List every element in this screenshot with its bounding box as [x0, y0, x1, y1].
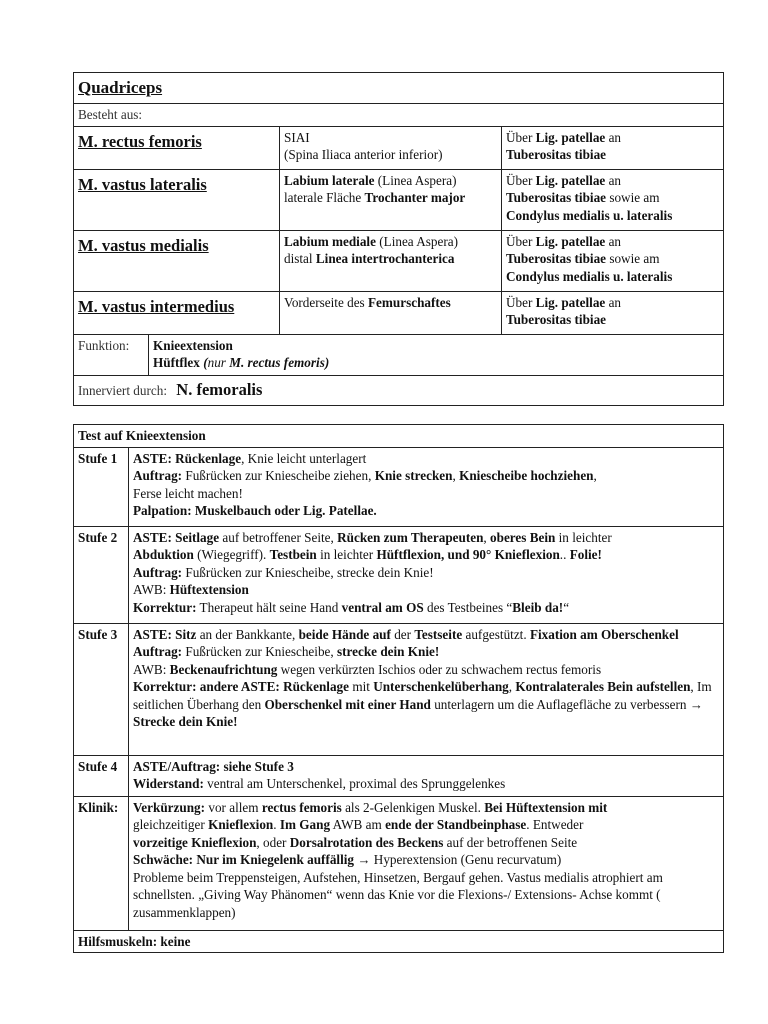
text-run: Korrektur: — [133, 599, 197, 615]
text-run: Knieflexion — [208, 817, 274, 832]
text-run: Condylus medialis u. lateralis — [506, 207, 673, 223]
text-run: Fixation am Oberschenkel — [529, 626, 679, 642]
text-run: rectus femoris — [261, 799, 342, 815]
text-run: Dorsalrotation des Beckens — [289, 834, 444, 850]
muscle-origin — [280, 230, 502, 291]
text-run: , Knie leicht unterlagert — [241, 450, 367, 466]
text-run: Lig. patellae — [535, 129, 606, 145]
table-title: Quadriceps — [74, 73, 724, 104]
text-run: ASTE/Auftrag: siehe Stufe 3 — [133, 758, 294, 774]
text-run: , — [452, 468, 460, 483]
text-run: Lig. patellae — [535, 172, 606, 188]
text-run: gleichzeitiger — [133, 817, 209, 832]
text-run: Lig. patellae — [535, 233, 606, 249]
text-run: Unterschenkelüberhang — [373, 679, 509, 694]
text-run: Tuberositas tibiae — [506, 312, 607, 327]
hilfsmuskeln: Hilfsmuskeln: keine — [74, 930, 724, 953]
text-run: , Im seitlichen Überhang den — [133, 679, 712, 712]
text-run: Im Gang — [279, 817, 331, 832]
muscle-table — [73, 72, 724, 406]
stage-content — [129, 623, 724, 755]
text-run: Bei Hüftextension mit — [484, 799, 608, 815]
text-run: unterlagern um die Auflagefläche zu verbessern → — [430, 696, 703, 712]
text-run: Widerstand: — [133, 776, 204, 791]
stage-row — [74, 447, 724, 526]
muscle-row — [74, 230, 724, 291]
text-run: AWB am — [330, 817, 386, 832]
text-run: → Hyperextension (Genu recurvatum) — [354, 852, 562, 867]
text-run: SIAI — [284, 129, 310, 145]
stage-label: Stufe 3 — [74, 623, 129, 755]
muscle-insertion — [502, 126, 724, 169]
text-run: . — [273, 817, 280, 832]
text-run: Hüftflex — [153, 355, 204, 370]
klinik-label: Klinik: — [74, 796, 129, 930]
stage-label: Stufe 2 — [74, 526, 129, 623]
innervation — [74, 375, 724, 405]
text-run: Knie strecken — [374, 468, 453, 483]
funktion-label: Funktion: — [74, 334, 149, 375]
text-run: Über — [506, 233, 536, 249]
text-run: Kniescheibe hochziehen — [459, 468, 594, 483]
text-run: ASTE: Rückenlage — [133, 450, 242, 466]
text-run: Beckenaufrichtung — [169, 661, 278, 677]
text-run: an — [605, 294, 622, 310]
muscle-insertion — [502, 291, 724, 334]
text-run: Lig. patellae — [535, 294, 606, 310]
muscle-origin — [280, 126, 502, 169]
text-run: in leichter — [555, 529, 612, 545]
text-run: (Linea Aspera) — [375, 233, 458, 249]
text-run: (Spina Iliaca anterior inferior) — [284, 147, 443, 162]
klinik-content — [129, 796, 724, 930]
text-run: auf betroffener Seite, — [219, 529, 338, 545]
text-run: Bleib da! — [512, 599, 564, 615]
innerviert-label: Innerviert durch: — [78, 382, 167, 398]
text-run: ASTE: Seitlage — [133, 529, 220, 545]
text-run: (Wiegegriff). — [193, 547, 270, 562]
text-run: (Linea Aspera) — [374, 172, 457, 188]
text-run: Testseite — [414, 626, 463, 642]
text-run: Labium laterale — [284, 172, 375, 188]
muscle-row — [74, 291, 724, 334]
text-run: Verkürzung: — [133, 799, 206, 815]
text-run: oberes Bein — [490, 529, 556, 545]
text-run: ende der Standbeinphase — [385, 817, 527, 832]
text-run: strecke dein Knie! — [336, 644, 440, 659]
text-run: sowie am — [606, 190, 660, 205]
text-run: der — [390, 626, 415, 642]
text-run: Therapeut hält seine Hand — [196, 599, 342, 615]
test-title: Test auf Knieextension — [74, 425, 724, 448]
text-run: Linea intertrochanterica — [315, 251, 455, 266]
stage-row — [74, 623, 724, 755]
text-run: an — [605, 172, 622, 188]
muscle-name: M. vastus lateralis — [74, 169, 280, 230]
text-run: vor allem — [205, 799, 262, 815]
text-run: Ferse leicht machen! — [133, 485, 243, 501]
text-run: Palpation: Muskelbauch oder Lig. Patellae. — [133, 503, 377, 518]
text-run: Tuberositas tibiae — [506, 251, 607, 266]
text-run: distal — [284, 251, 316, 266]
text-run: ASTE: Sitz — [133, 626, 197, 642]
text-run: wegen verkürzten Ischios oder zu schwachem rectus femoris — [277, 661, 602, 677]
text-run: Kontralaterales Bein aufstellen — [515, 679, 691, 694]
muscle-row — [74, 126, 724, 169]
text-run: Schwäche: Nur im Kniegelenk auffällig — [133, 852, 355, 867]
text-run: Vorderseite des — [284, 294, 368, 310]
text-run: aufgestützt. — [462, 626, 530, 642]
text-run: AWB: — [133, 582, 170, 597]
text-run: , oder — [256, 834, 290, 850]
muscle-name: M. vastus medialis — [74, 230, 280, 291]
text-run: M. rectus femoris) — [225, 355, 330, 370]
text-run: Korrektur: andere ASTE: Rückenlage — [133, 679, 350, 694]
text-run: “ — [563, 599, 570, 615]
text-run: Tuberositas tibiae — [506, 147, 607, 162]
muscle-name: M. vastus intermedius — [74, 291, 280, 334]
text-run: beide Hände auf — [298, 626, 391, 642]
muscle-insertion — [502, 169, 724, 230]
text-run: nur — [207, 355, 226, 370]
text-run: Über — [506, 294, 536, 310]
text-run: als 2-Gelenkigen Muskel. — [341, 799, 485, 815]
text-run: Knieextension — [153, 337, 233, 353]
text-run: ventral am Unterschenkel, proximal des Sprunggelenkes — [203, 776, 506, 791]
text-run: Rücken zum Therapeuten — [337, 529, 484, 545]
text-run: Femurschaftes — [368, 294, 451, 310]
stage-content — [129, 447, 724, 526]
text-run: AWB: — [133, 661, 170, 677]
besteht-aus-label: Besteht aus: — [74, 104, 724, 127]
text-run: sowie am — [606, 251, 660, 266]
text-run: .. — [559, 547, 570, 562]
text-run: Condylus medialis u. lateralis — [506, 268, 673, 284]
funktion-value — [149, 334, 724, 375]
text-run: Über — [506, 129, 536, 145]
text-run: Folie! — [569, 547, 602, 562]
text-run: Auftrag: — [133, 468, 183, 483]
stage-row — [74, 755, 724, 796]
muscle-origin — [280, 169, 502, 230]
text-run: in leichter — [316, 547, 377, 562]
stage-content — [129, 755, 724, 796]
text-run: , — [593, 468, 597, 483]
text-run: Fußrücken zur Kniescheibe, — [182, 644, 337, 659]
text-run: an — [605, 233, 622, 249]
text-run: Tuberositas tibiae — [506, 190, 607, 205]
text-run: an — [605, 129, 622, 145]
text-run: Labium mediale — [284, 233, 376, 249]
stage-row — [74, 526, 724, 623]
text-run: Strecke dein Knie! — [133, 714, 238, 729]
stage-row — [74, 796, 724, 930]
text-run: Hüftextension — [169, 582, 249, 597]
text-run: mit — [349, 679, 374, 694]
muscle-insertion — [502, 230, 724, 291]
muscle-name: M. rectus femoris — [74, 126, 280, 169]
text-run: , — [483, 529, 491, 545]
text-run: Testbein — [269, 547, 317, 562]
text-run: Auftrag: — [133, 564, 183, 580]
stage-content — [129, 526, 724, 623]
muscle-origin — [280, 291, 502, 334]
muscle-row — [74, 169, 724, 230]
text-run: , — [508, 679, 516, 694]
text-run: ventral am OS — [341, 599, 424, 615]
text-run: Probleme beim Treppensteigen, Aufstehen, Hinsetzen, Bergauf gehen. Vastus medialis atrophiert am schnellsten. „Giving Way Phänomen“ wenn das Knie vor die Flexions-/ Extensions- Achse kommt ( zusammenklappen) — [133, 869, 663, 920]
text-run: ( — [203, 355, 208, 370]
text-run: Fußrücken zur Kniescheibe, strecke dein Knie! — [182, 564, 434, 580]
test-table — [73, 424, 724, 953]
text-run: an der Bankkante, — [196, 626, 299, 642]
text-run: Hüftflexion, und 90° Knieflexion — [376, 547, 560, 562]
text-run: Über — [506, 172, 536, 188]
text-run: Trochanter major — [364, 190, 466, 205]
text-run: Auftrag: — [133, 644, 183, 659]
text-run: des Testbeines “ — [423, 599, 513, 615]
stage-label: Stufe 4 — [74, 755, 129, 796]
text-run: auf der betroffenen Seite — [443, 834, 578, 850]
text-run: laterale Fläche — [284, 190, 365, 205]
text-run: Abduktion — [133, 547, 194, 562]
stage-label: Stufe 1 — [74, 447, 129, 526]
text-run: Fußrücken zur Kniescheibe ziehen, — [182, 468, 375, 483]
text-run: Oberschenkel mit einer Hand — [264, 696, 431, 712]
text-run: . Entweder — [526, 817, 584, 832]
text-run: vorzeitige Knieflexion — [133, 834, 257, 850]
nerve-name: N. femoralis — [176, 379, 263, 399]
